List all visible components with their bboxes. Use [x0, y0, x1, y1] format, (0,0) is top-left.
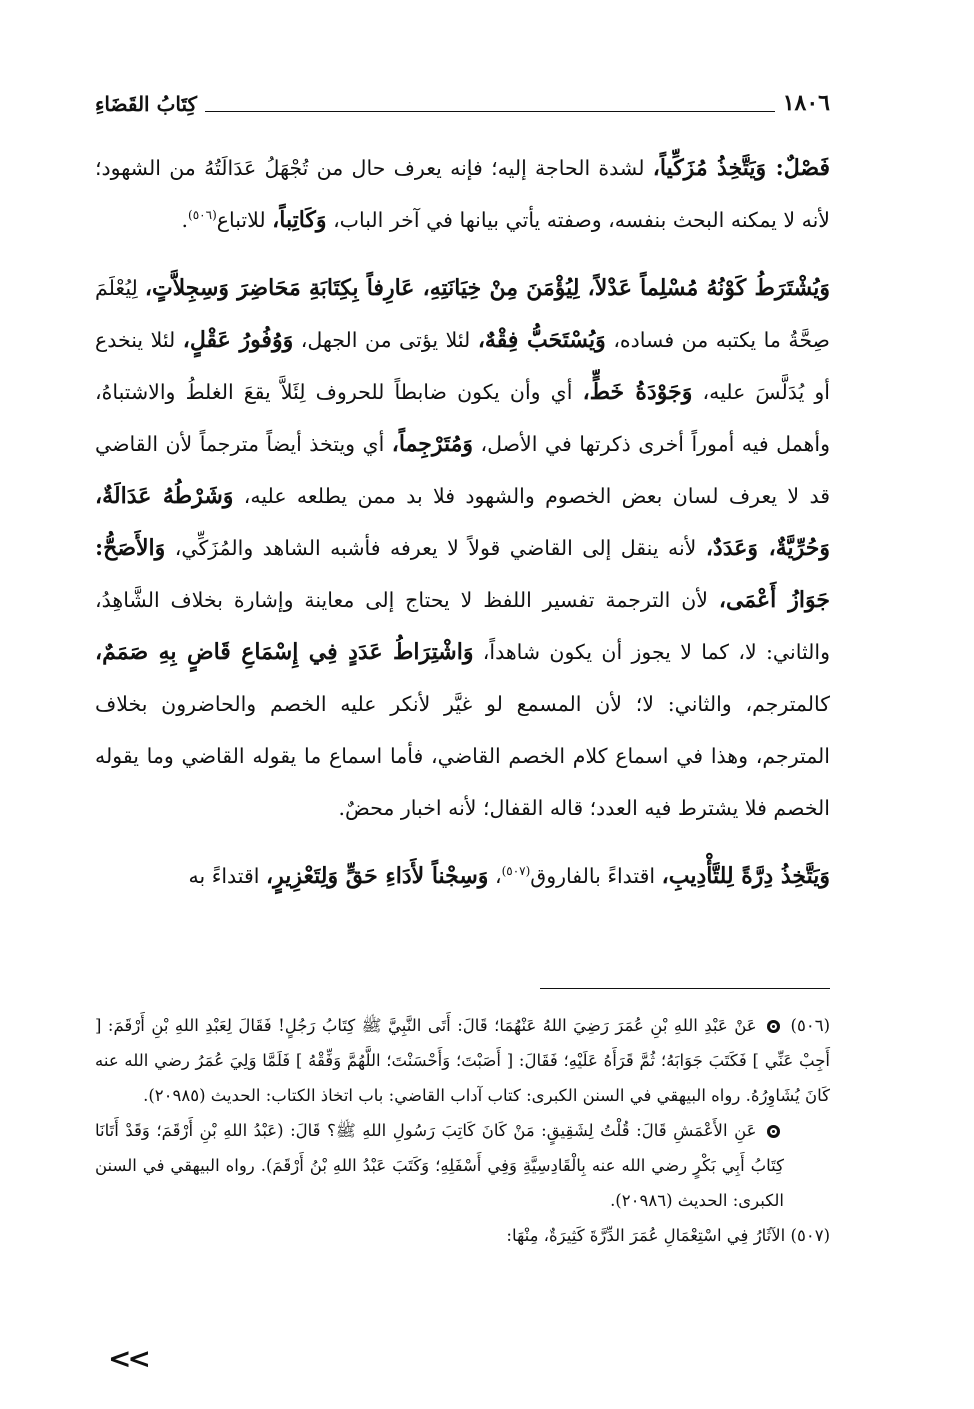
- sharh-text: لشدة الحاجة إليه؛ فإنه يعرف حال من تُجْهَلُ عَدَالَتُهُ من الشهود؛ لأنه لا يمكنه البحث بنفسه، وصفته يأتي بيانها في آخر الباب،: [95, 156, 830, 232]
- sharh-text: اقتداءً بالفاروق: [530, 864, 656, 888]
- sharh-text: لأنه ينقل إلى القاضي قولاً لا يعرفه فأشبه الشاهد والمُزَكِّي،: [174, 536, 697, 560]
- sharh-text: للاتباع: [216, 208, 266, 232]
- sharh-text: لأن الترجمة تفسير اللفظ لا يحتاج إلى معاينة وإشارة بخلاف الشَّاهِدُ، والثاني: لا، كما لا يجوز أن يكون شاهداً،: [95, 588, 830, 664]
- sharh-text: اقتداءً به: [188, 864, 260, 888]
- bullet-icon: [767, 1125, 780, 1138]
- footnote-ref[interactable]: (٥٠٦): [188, 208, 217, 223]
- footnote-506-second: [95, 1113, 830, 1218]
- bullet-icon: [767, 1020, 780, 1033]
- comma: ،: [494, 864, 502, 888]
- footnote-ref[interactable]: (٥٠٧): [501, 864, 531, 879]
- running-header: [95, 78, 830, 118]
- matn-text: وَمُتَرْجِماً،: [391, 431, 474, 457]
- footnote-507: [95, 1218, 830, 1253]
- matn-text: وَيَتَّخِذُ دِرَّةً لِلتَّأْدِيبِ،: [661, 863, 830, 889]
- footnote-text: عَنْ عَبْدِ اللهِ بْنِ عُمَرَ رَضِيَ اللهُ عَنْهُمَا؛ قَالَ: أَتَى النَّبِيَّ ﷺ كِتَابُ رَجُلٍ! فَقَالَ لِعَبْدِ اللهِ بْنِ أَرْقَمَ: [ أَجِبْ عَنِّي ] فَكَتَبَ جَوَابَهُ؛ ثُمَّ قَرَأَهُ عَلَيْهِ؛ فَقَالَ: [ أَصَبْتَ؛ وَأَحْسَنْتَ؛ اللَّهُمَّ وَفِّقْهُ ] فَلَمَّا وَلِيَ عُمَرُ رضي الله عنه كَانَ يُشَاوِرُهُ. رواه البيهقي في السنن الكبرى: كتاب آداب القاضي: باب اتخاذ الكتاب: الحديث (٢٠٩٨٥).: [95, 1016, 830, 1105]
- paragraph-whip-prison: [95, 850, 830, 902]
- paragraph-conditions: [95, 262, 830, 834]
- sharh-text: كالمترجم، والثاني: لا؛ لأن المسمع لو غيَّر لأنكر عليه الخصم والحاضرون بخلاف المترجم، وهذا في اسماع كلام الخصم القاضي، فأما اسماع ما يقوله القاضي وما يقوله الخصم فلا يشترط فيه العدد؛ قاله القفال؛ لأنه اخبار محضٌ.: [95, 692, 830, 820]
- sharh-text: لئلا يؤتى من الجهل،: [300, 328, 471, 352]
- main-text: [95, 142, 830, 902]
- book-title: كِتَابُ القَضَاءِ: [95, 92, 198, 116]
- matn-text: وَيُسْتَحَبُّ فِقْهٌ،: [477, 327, 606, 353]
- footnotes: [95, 1008, 830, 1253]
- header-rule: [205, 111, 775, 112]
- sharh-text: لِيُعْلَمَ صِحَّةُ ما يكتبه من فساده،: [95, 276, 830, 352]
- matn-text: فَصْلٌ: وَيَتَّخِذُ مُزَكِّياً،: [652, 155, 830, 181]
- matn-text: وَالأَصَحُّ: جَوَازُ أَعْمَى،: [95, 535, 830, 613]
- matn-text: وَوُفُورُ عَقْلٍ،: [182, 327, 294, 353]
- sharh-text: أي ويتخذ أيضاً مترجماً لأن القاضي قد لا يعرف لسان بعض الخصوم والشهود فلا بد ممن يطلعه عليه،: [95, 432, 830, 508]
- footnote-text: عَنِ الأَعْمَشِ قَالَ: قُلْتُ لِشَقِيقٍ: مَنْ كَانَ كَاتِبَ رَسُولِ اللهِ ﷺ؟ قَالَ: (عَبْدُ اللهِ بْنِ أَرْقَمَ؛ وَقَدْ أَتَانَا كِتَابُ أَبِي بَكْرٍ رضي الله عنه بِالْقَادِسِيَّةِ وَفِي أَسْفَلِهِ؛ وَكَتَبَ عَبْدُ اللهِ بْنُ أَرْقَمَ). رواه البيهقي في السنن الكبرى: الحديث (٢٠٩٨٦).: [95, 1121, 784, 1210]
- matn-text: وَشَرْطُهُ عَدَالَةٌ، وَحُرِّيَّةٌ، وَعَدَدٌ،: [95, 483, 830, 561]
- footnote-506: [95, 1008, 830, 1113]
- footnote-number: (٥٠٦): [790, 1016, 830, 1035]
- sharh-text: لئلا ينخدع أو يُدَلَّسَ عليه،: [95, 328, 830, 404]
- paragraph-clerk: فَصْلٌ: وَيَتَّخِذُ مُزَكِّياً، لشدة الحاجة إليه؛ فإنه يعرف حال من تُجْهَلُ عَدَالَتُهُ من الشهود؛ لأنه لا يمكنه البحث بنفسه، وصفته يأتي بيانها في آخر الباب، وَكَاتِباً، للاتباع$^{(٥٠٦)}$.: [95, 155, 830, 233]
- page-number: ١٨٠٦: [782, 90, 830, 116]
- footnote-number: (٥٠٧): [790, 1226, 830, 1245]
- matn-text: وَيُشْتَرَطُ كَوْنُهُ مُسْلِماً عَدْلاً، لِيُؤْمَنَ مِنْ خِيَانَتِهِ، عَارِفاً بِكِتَابَةِ مَحَاضِرَ وَسِجِلاَّتٍ،: [144, 275, 830, 301]
- matn-text: وَاشْتِرَاطُ عَدَدٍ فِي إِسْمَاعِ قَاضٍ بِهِ صَمَمٌ،: [95, 639, 474, 665]
- footnote-separator: [540, 988, 830, 989]
- footnote-text: الآثَارُ فِي اسْتِعْمَالِ عُمَرَ الدِّرَّةَ كَثِيرَةٌ، مِنْهَا:: [506, 1226, 786, 1245]
- matn-text: وَسِجْناً لأَدَاءِ حَقٍّ وَلِتَعْزِيرٍ،: [266, 863, 489, 889]
- continuation-mark: <<: [108, 1342, 147, 1375]
- matn-text: وَجَوْدَةُ خَطٍّ،: [582, 379, 693, 405]
- sharh-text: أي وأن يكون ضابطاً للحروف لِئَلاَّ يقعَ الغلطُ والاشتباهُ، وأهمل فيه أموراً أخرى ذكرتها في الأصل،: [95, 380, 830, 456]
- matn-text: وَكَاتِباً،: [272, 207, 327, 233]
